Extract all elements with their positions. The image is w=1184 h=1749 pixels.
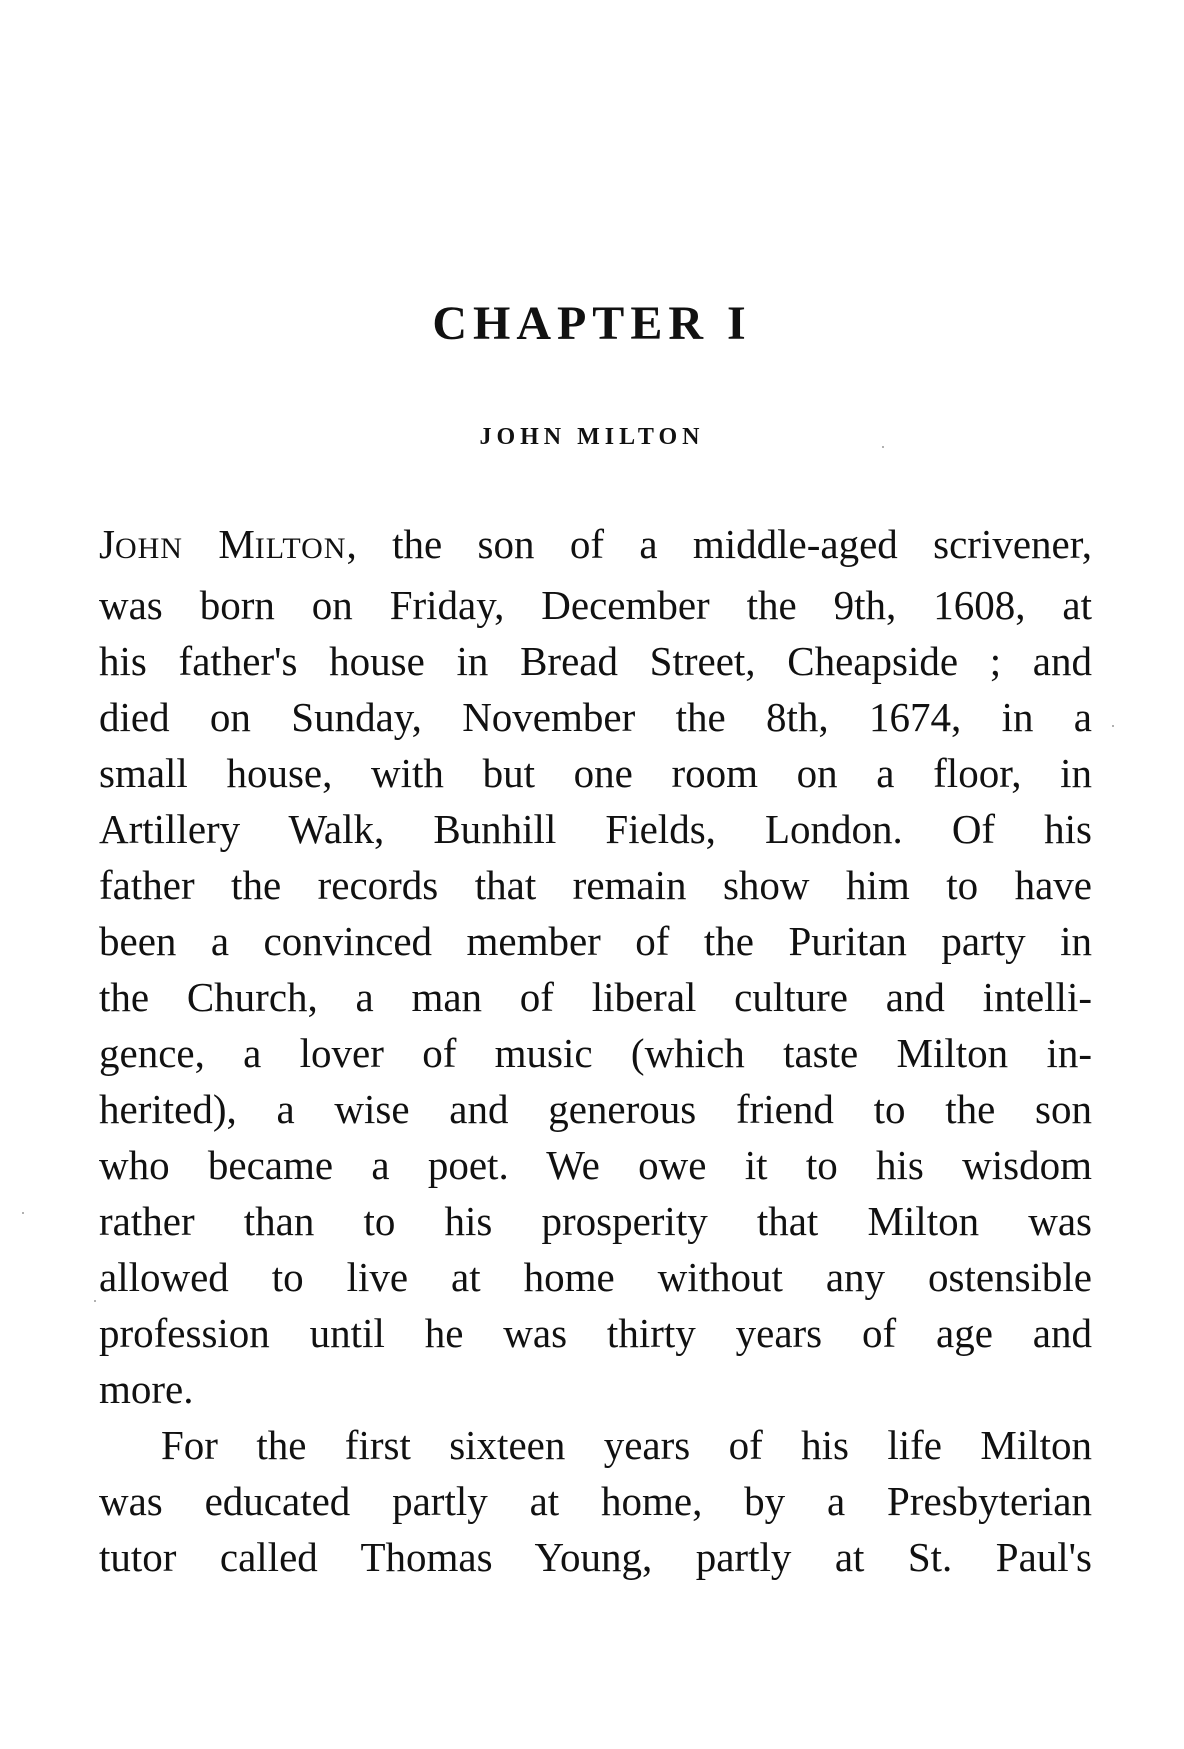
- text-line: tutor called Thomas Young, partly at St. Paul's: [99, 1534, 1092, 1580]
- small-caps-initial: J: [99, 521, 115, 567]
- chapter-title: CHAPTER I: [432, 297, 752, 350]
- text-line: father the records that remain show him to have: [99, 862, 1092, 908]
- body-text: [99, 516, 1092, 1585]
- text-line: was born on Friday, December the 9th, 1608, at: [99, 582, 1092, 628]
- text-line: small house, with but one room on a floor, in: [99, 750, 1092, 796]
- small-caps-initial: M: [218, 521, 255, 567]
- paper-speck: [1112, 725, 1114, 727]
- text-line: been a convinced member of the Puritan party in: [99, 918, 1092, 964]
- text-line: For the first sixteen years of his life Milton: [161, 1422, 1092, 1468]
- paper-speck: [94, 1300, 96, 1302]
- text-line: allowed to live at home without any ostensible: [99, 1254, 1092, 1300]
- text-line: profession until he was thirty years of age and: [99, 1310, 1092, 1356]
- text-line: gence, a lover of music (which taste Milton in-: [99, 1030, 1092, 1076]
- text-line: [99, 516, 1092, 577]
- text-line: Artillery Walk, Bunhill Fields, London. Of his: [99, 806, 1092, 852]
- small-caps-text: ILTON: [254, 532, 347, 565]
- text-line: was educated partly at home, by a Presbyterian: [99, 1478, 1092, 1524]
- paragraph-1: [99, 516, 1092, 1417]
- text-line: died on Sunday, November the 8th, 1674, in a: [99, 694, 1092, 740]
- text-line: more.: [99, 1366, 194, 1412]
- line-text: , the son of a middle-aged scrivener,: [346, 521, 1093, 567]
- paragraph-2: [99, 1417, 1092, 1585]
- text-line: the Church, a man of liberal culture and intelli-: [99, 974, 1092, 1020]
- paper-speck: [882, 446, 884, 448]
- paper-speck: [22, 1212, 24, 1214]
- text-line: who became a poet. We owe it to his wisdom: [99, 1142, 1092, 1188]
- text-line: herited), a wise and generous friend to the son: [99, 1086, 1092, 1132]
- chapter-subtitle: JOHN MILTON: [479, 424, 705, 450]
- text-line: his father's house in Bread Street, Cheapside ; and: [99, 638, 1092, 684]
- text-line: rather than to his prosperity that Milton was: [99, 1198, 1092, 1244]
- small-caps-text: OHN: [114, 532, 183, 565]
